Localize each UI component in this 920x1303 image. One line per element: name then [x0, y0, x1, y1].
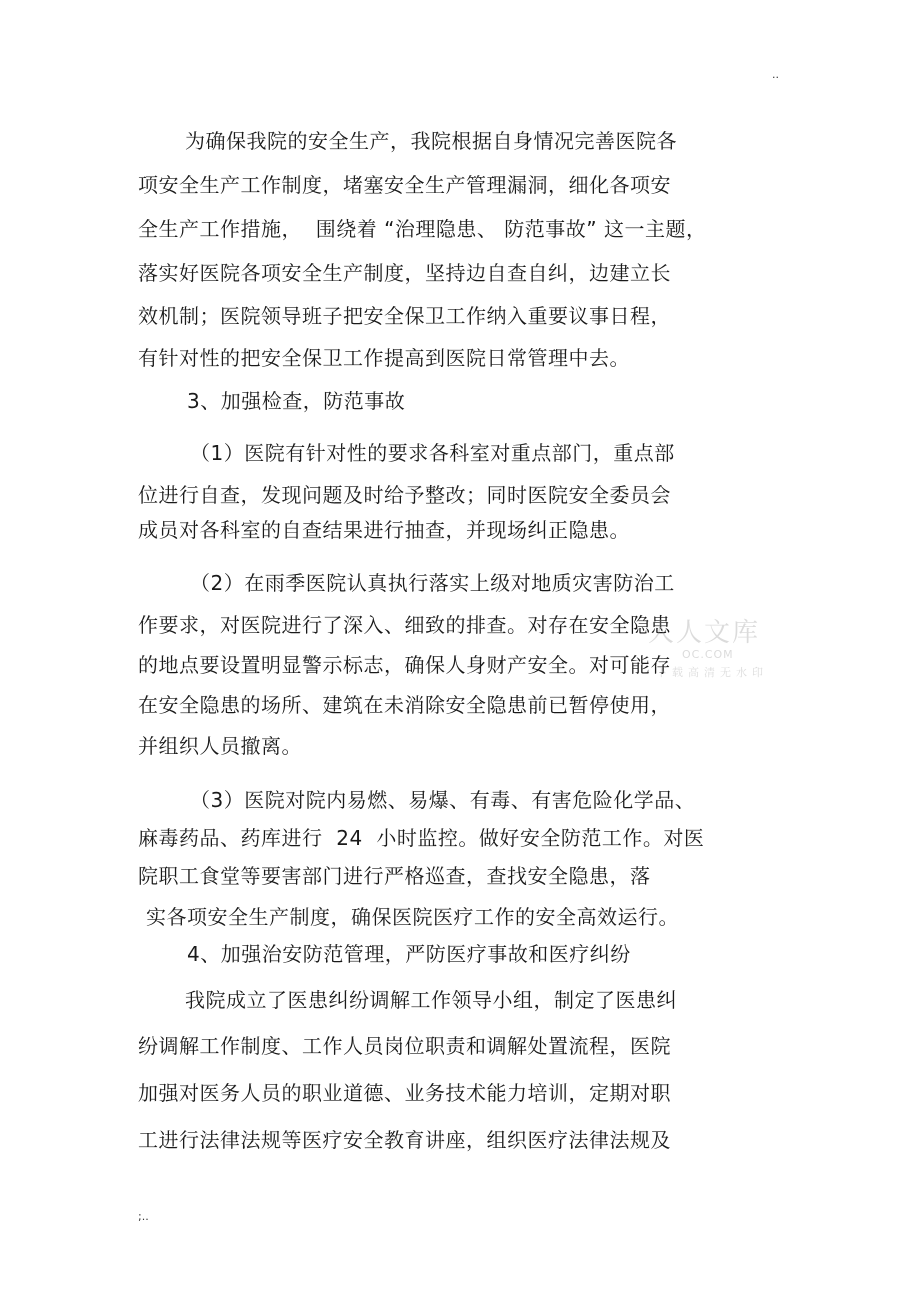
text-line: 实各项安全生产制度，确保医院医疗工作的安全高效运行。: [146, 905, 679, 929]
text-line: 加强对医务人员的职业道德、业务技术能力培训，定期对职: [138, 1081, 671, 1105]
text-line: 有针对性的把安全保卫工作提高到医院日常管理中去。: [138, 346, 630, 370]
text-line: 院职工食堂等要害部门进行严格巡查，查找安全隐患，落: [138, 864, 651, 888]
text-line: 麻毒药品、药库进行 24 小时监控。做好安全防范工作。对医: [138, 826, 705, 850]
text-line: 全生产工作措施， 围绕着 “治理隐患、 防范事故” 这一主题，: [138, 217, 707, 241]
watermark-subtitle: 下载高清无水印: [656, 666, 768, 679]
text-line: （1）医院有针对性的要求各科室对重点部门，重点部: [190, 441, 675, 465]
text-line: 位进行自查，发现问题及时给予整改；同时医院安全委员会: [138, 483, 671, 507]
text-line: 在安全隐患的场所、建筑在未消除安全隐患前已暂停使用，: [138, 693, 671, 717]
text-line: （3）医院对院内易燃、易爆、有毒、有害危险化学品、: [190, 788, 696, 812]
section-heading: 4、加强治安防范管理，严防医疗事故和医疗纠纷: [187, 942, 631, 966]
text-line: 作要求，对医院进行了深入、细致的排查。对存在安全隐患: [138, 613, 671, 637]
section-heading: 3、加强检查，防范事故: [187, 389, 406, 413]
watermark-domain: OC.COM: [682, 648, 734, 661]
watermark-title: 人人文库: [648, 618, 761, 648]
header-mark: ..: [772, 68, 779, 81]
text-line: 并组织人员撤离。: [138, 734, 302, 758]
text-line: 工进行法律法规等医疗安全教育讲座，组织医疗法律法规及: [138, 1128, 671, 1152]
text-line: 效机制；医院领导班子把安全保卫工作纳入重要议事日程，: [138, 304, 671, 328]
text-line: 为确保我院的安全生产，我院根据自身情况完善医院各: [185, 129, 677, 153]
footer-mark: ;..: [138, 1210, 149, 1223]
text-line: （2）在雨季医院认真执行落实上级对地质灾害防治工: [190, 571, 675, 595]
text-line: 落实好医院各项安全生产制度，坚持边自查自纠，边建立长: [138, 261, 671, 285]
text-line: 成员对各科室的自查结果进行抽查，并现场纠正隐患。: [138, 518, 630, 542]
text-line: 的地点要设置明显警示标志，确保人身财产安全。对可能存: [138, 653, 671, 677]
text-line: 项安全生产工作制度，堵塞安全生产管理漏洞，细化各项安: [138, 173, 671, 197]
text-line: 纷调解工作制度、工作人员岗位职责和调解处置流程，医院: [138, 1034, 671, 1058]
text-line: 我院成立了医患纠纷调解工作领导小组，制定了医患纠: [185, 988, 677, 1012]
